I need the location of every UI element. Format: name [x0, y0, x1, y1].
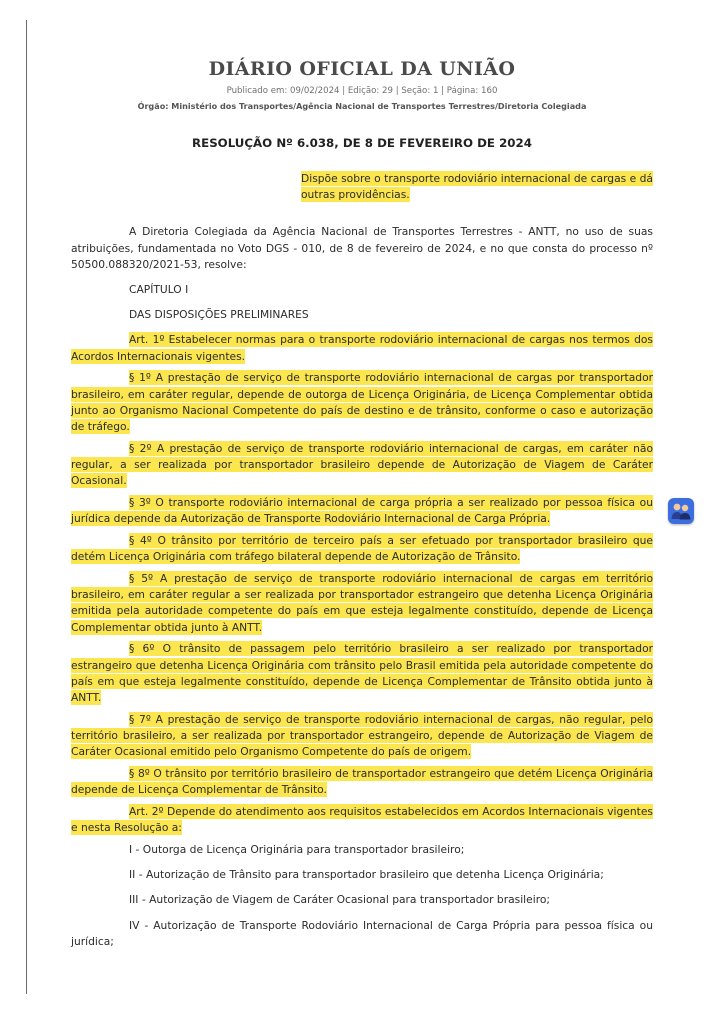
paragraph-6: § 6º O trânsito de passagem pelo território brasileiro a ser realizado por transportador estrangeiro que detenha Licença Originária com trânsito pelo Brasil emitida pela autoridade competente do país em que esteja legalmente constituído, depende de Licença Complementar de Trânsito obtida junto à ANTT.: [71, 642, 653, 705]
chapter-title: DAS DISPOSIÇÕES PRELIMINARES: [129, 308, 309, 322]
page-margin-line: [26, 20, 27, 994]
page-title: DIÁRIO OFICIAL DA UNIÃO: [208, 58, 516, 80]
article-2: [71, 804, 653, 836]
resolution-title: RESOLUÇÃO Nº 6.038, DE 8 DE FEVEREIRO DE 2024: [192, 136, 532, 150]
paragraph-8: § 8º O trânsito por território brasileiro de transportador estrangeiro que detém Licença Originária depende de Licença Complementar de Trânsito.: [71, 767, 653, 797]
issuing-organ: Órgão: Ministério dos Transportes/Agência Nacional de Transportes Terrestres/Diretoria Colegiada: [137, 101, 587, 111]
document-body: [71, 171, 653, 959]
list-item: II - Autorização de Trânsito para transportador brasileiro que detenha Licença Originária;: [129, 868, 604, 882]
article-1: [71, 332, 653, 364]
paragraph-4: § 4º O trânsito por território de terceiro país a ser efetuado por transportador brasileiro que detém Licença Originária com tráfego bilateral depende de Autorização de Trânsito.: [71, 534, 653, 564]
floating-side-button[interactable]: [668, 498, 694, 524]
article-2-text: Art. 2º Depende do atendimento aos requisitos estabelecidos em Acordos Internacionais vigentes e nesta Resolução a:: [71, 805, 653, 835]
paragraph-3: § 3º O transporte rodoviário internacional de carga própria a ser realizado por pessoa física ou jurídica depende da Autorização de Transporte Rodoviário Internacional de Carga Própria.: [71, 496, 653, 526]
paragraph-2: § 2º A prestação de serviço de transporte rodoviário internacional de cargas, em caráter não regular, a ser realizada por transportador brasileiro depende de Autorização de Viagem de Caráter Ocasional.: [71, 441, 653, 488]
people-icon: [668, 498, 694, 524]
preamble: A Diretoria Colegiada da Agência Nacional de Transportes Terrestres - ANTT, no uso de suas atribuições, fundamentada no Voto DGS - 010, de 8 de fevereiro de 2024, e no que consta do processo nº 50500.088320/2021-53, resolve:: [71, 225, 653, 271]
chapter-heading: CAPÍTULO I: [129, 283, 189, 297]
ementa-text: Dispõe sobre o transporte rodoviário internacional de cargas e dá outras providências.: [301, 172, 653, 202]
publication-info: Publicado em: 09/02/2024 | Edição: 29 | Seção: 1 | Página: 160: [226, 86, 498, 96]
ementa: [301, 171, 653, 203]
masthead: [0, 58, 724, 111]
paragraph-7: § 7º A prestação de serviço de transporte rodoviário internacional de cargas, não regular, pelo território brasileiro, a ser realizada por transportador estrangeiro, depende de Autorização de Viagem de Caráter Ocasional emitido pelo Organismo Competente do país de origem.: [71, 712, 653, 759]
paragraph-1: § 1º A prestação de serviço de transporte rodoviário internacional de cargas por transportador brasileiro, em caráter regular, depende de outorga de Licença Originária, de Licença Complementar obtida junto ao Organismo Nacional Competente do país de destino e de trânsito, conforme o caso e autorização de tráfego.: [71, 371, 653, 434]
list-item: I - Outorga de Licença Originária para transportador brasileiro;: [129, 843, 465, 857]
list-item: IV - Autorização de Transporte Rodoviário Internacional de Carga Própria para pessoa física ou jurídica;: [71, 918, 653, 948]
paragraph-5: § 5º A prestação de serviço de transporte rodoviário internacional de cargas em território brasileiro, em caráter regular a ser realizada por transportador estrangeiro que detenha Licença Originária emitida pela autoridade competente do país em que esteja legalmente constituído, depende de Licença Complementar obtida junto à ANTT.: [71, 572, 653, 634]
list-item: III - Autorização de Viagem de Caráter Ocasional para transportador brasileiro;: [129, 893, 550, 907]
article-1-text: Art. 1º Estabelecer normas para o transporte rodoviário internacional de cargas nos termos dos Acordos Internacionais vigentes.: [71, 333, 653, 363]
